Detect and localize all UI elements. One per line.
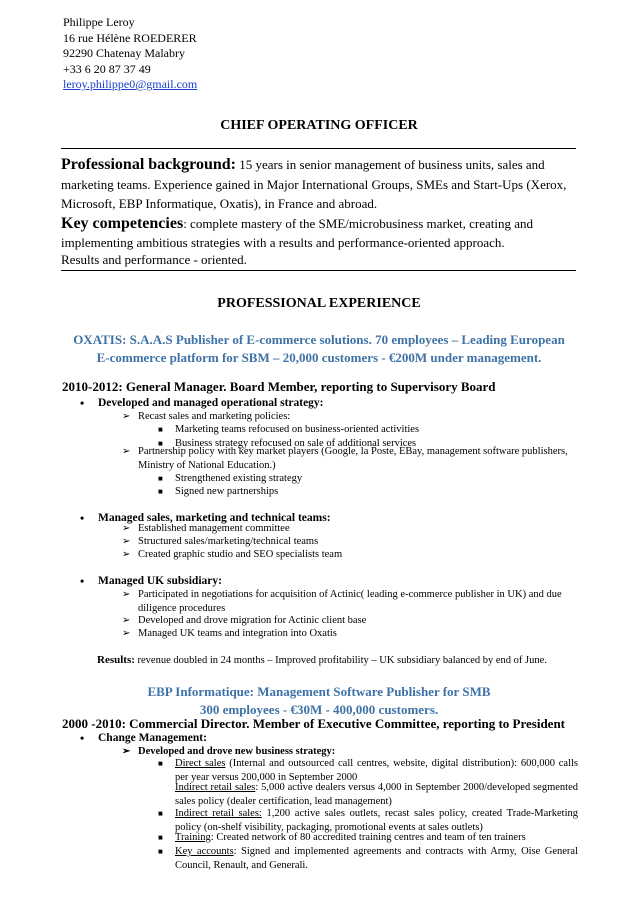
ebp-company-line1: EBP Informatique: Management Software Publisher for SMB xyxy=(147,684,491,699)
oxatis-role-title: 2010-2012: General Manager. Board Member, reporting to Supervisory Board xyxy=(62,379,496,394)
oxatis-company-line2: E-commerce platform for SBM – 20,000 customers - €200M under management. xyxy=(96,350,542,365)
arrow-bullet-icon: ➢ xyxy=(122,536,131,547)
square-bullet-icon: ■ xyxy=(158,474,163,483)
square-bullet-icon: ■ xyxy=(158,425,163,434)
indirect-sales-label: Indirect retail sales xyxy=(175,782,256,793)
ebp-item-strategy: Developed and drove new business strategy: xyxy=(138,746,336,757)
contact-name: Philippe Leroy xyxy=(63,15,135,29)
oxatis-item-actinic: Participated in negotiations for acquisition of Actinic( leading e-commerce publisher in UK) and due diligence procedures xyxy=(138,589,562,614)
square-bullet-icon: ■ xyxy=(158,833,163,842)
results-label: Results: xyxy=(97,654,135,666)
ebp-company-line2: 300 employees - €30M - 400,000 customers. xyxy=(199,702,439,717)
oxatis-company-line1: OXATIS: S.A.A.S Publisher of E-commerce solutions. 70 employees – Leading European xyxy=(73,332,565,347)
oxatis-item-studio: Created graphic studio and SEO specialists team xyxy=(138,549,343,560)
square-bullet-icon: ■ xyxy=(158,439,163,448)
competencies-label: Key competencies xyxy=(61,214,184,232)
oxatis-item-marketing-teams: Marketing teams refocused on business-oriented activities xyxy=(175,424,420,435)
training-label: Training xyxy=(175,832,211,843)
training-text: : Created network of 80 accredited training centres and team of ten trainers xyxy=(210,832,526,843)
direct-sales-text: (Internal and outsourced call centres, website, digital distribution): 600,000 calls per year versus 200,000 in September 2000 xyxy=(175,758,578,783)
oxatis-item-recast: Recast sales and marketing policies: xyxy=(138,411,291,422)
oxatis-item-committee: Established management committee xyxy=(138,523,290,534)
page-title: CHIEF OPERATING OFFICER xyxy=(220,118,418,133)
oxatis-bullet-strategy: • Developed and managed operational strategy: xyxy=(98,397,324,409)
background-text: 15 years in senior management of business units, sales and xyxy=(236,157,545,172)
results-text: revenue doubled in 24 months – Improved profitability – UK subsidiary balanced by end of June. xyxy=(134,655,547,666)
square-bullet-icon: ■ xyxy=(158,487,163,496)
square-bullet-icon: ■ xyxy=(158,809,163,818)
indirect-sales-outlets-label: Indirect retail sales: xyxy=(175,808,262,819)
competencies-text-line2: implementing ambitious strategies with a results and performance-oriented approach. xyxy=(61,234,505,250)
oxatis-item-partnership: Partnership policy with key market players (Google, la Poste, EBay, management software publishers, Ministry of National Education.) xyxy=(138,446,568,471)
contact-email-link[interactable]: leroy.philippe0@gmail.com xyxy=(63,77,198,91)
arrow-bullet-icon: ➢ xyxy=(122,628,131,639)
key-accounts-text: : Signed and implemented agreements and contracts with Army, Oise General Council, Renault, and Generali. xyxy=(175,846,578,871)
oxatis-item-structured: Structured sales/marketing/technical teams xyxy=(138,536,319,547)
ebp-role-title: 2000 -2010: Commercial Director. Member of Executive Committee, reporting to President xyxy=(62,716,566,731)
contact-phone: +33 6 20 87 37 49 xyxy=(63,61,151,76)
contact-address-line1: 16 rue Hélène ROEDERER xyxy=(63,30,197,45)
direct-sales-label: Direct sales xyxy=(175,758,226,769)
oxatis-item-business-strategy: Business strategy refocused on sale of additional services xyxy=(175,438,417,449)
contact-block xyxy=(63,15,197,93)
ebp-bullet-change: • Change Management: xyxy=(98,732,207,744)
oxatis-bullet-teams: • Managed sales, marketing and technical teams: xyxy=(98,512,331,524)
arrow-bullet-icon: ➢ xyxy=(122,549,131,560)
arrow-bullet-icon: ➢ xyxy=(122,411,131,422)
arrow-bullet-icon: ➢ xyxy=(122,589,131,600)
arrow-bullet-icon: ➢ xyxy=(122,746,131,757)
oxatis-company-header xyxy=(62,331,576,367)
competencies-text-line3: Results and performance - oriented. xyxy=(61,251,247,267)
oxatis-bullet-uk: • Managed UK subsidiary: xyxy=(98,575,222,587)
contact-address-line2: 92290 Chatenay Malabry xyxy=(63,46,185,60)
background-text-line2: marketing teams. Experience gained in Major International Groups, SMEs and Start-Ups (Xerox, xyxy=(61,176,567,192)
divider-bottom xyxy=(61,270,576,271)
oxatis-item-uk-teams: Managed UK teams and integration into Oxatis xyxy=(138,628,337,639)
square-bullet-icon: ■ xyxy=(158,847,163,856)
arrow-bullet-icon: ➢ xyxy=(122,446,131,457)
indirect-sales-outlets-text: 1,200 active sales outlets, recast sales policy, created Trade-Marketing policy (on-shelf visibility, packaging, promotional events at sales outlets) xyxy=(175,808,578,833)
experience-heading: PROFESSIONAL EXPERIENCE xyxy=(217,296,421,311)
oxatis-item-new-partnerships: Signed new partnerships xyxy=(175,486,279,497)
background-label: Professional background: xyxy=(61,156,236,173)
divider-top xyxy=(61,148,576,149)
competencies-text: : complete mastery of the SME/microbusiness market, creating and xyxy=(183,215,534,231)
square-bullet-icon: ■ xyxy=(158,759,163,768)
profile-summary xyxy=(61,155,576,268)
indirect-sales-text: : 5,000 active dealers versus 4,000 in September 2000/developed segmented sales policy (dealer certification, lead management) xyxy=(175,782,578,807)
key-accounts-label: Key accounts xyxy=(175,846,234,857)
background-text-line3: Microsoft, EBP Informatique, Oxatis), in France and abroad. xyxy=(61,196,378,211)
oxatis-results xyxy=(97,654,547,666)
arrow-bullet-icon: ➢ xyxy=(122,523,131,534)
oxatis-item-migration: Developed and drove migration for Actinic client base xyxy=(138,615,367,626)
ebp-company-header xyxy=(62,683,576,719)
oxatis-item-strengthened: Strengthened existing strategy xyxy=(175,473,303,484)
arrow-bullet-icon: ➢ xyxy=(122,615,131,626)
